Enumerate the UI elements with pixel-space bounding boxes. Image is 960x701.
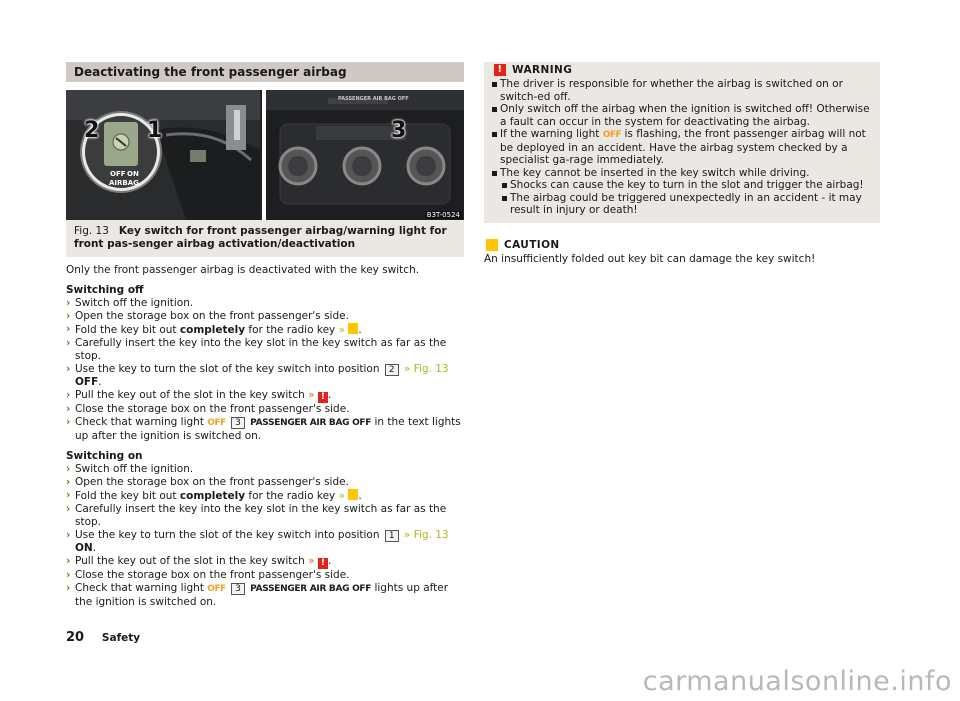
warning-item [492, 128, 872, 167]
warning-text: Only switch off the airbag when the ignition is switched off! Otherwise a fault can occur in the system for deactivating the airbag. [500, 103, 870, 128]
ref-text: Fig. 13 [413, 363, 449, 375]
arrow-icon: › [66, 389, 71, 401]
caution-text: An insufficiently folded out key bit can damage the key switch! [484, 252, 816, 265]
position-number: 3 [231, 417, 245, 429]
step-text: Pull the key out of the slot in the key switch [75, 555, 305, 567]
ref-glyph: » [403, 529, 411, 541]
passenger-airbag-off-label: PASSENGER AIR BAG OFF [250, 584, 372, 594]
caution-header [484, 237, 880, 253]
footer-section-name: Safety [101, 632, 141, 644]
bullet-icon [492, 107, 497, 112]
step-text: in the text lights up after the ignition is switched on. [75, 416, 461, 442]
caution-section [484, 237, 880, 266]
step-text: Fold the key bit out [75, 324, 177, 336]
callout-2: 2 [84, 118, 100, 143]
warning-text: The airbag could be triggered unexpectedly in an accident - it may result in injury or death! [510, 191, 862, 216]
panel-label: PASSENGER AIR BAG OFF [338, 96, 409, 102]
step-text: Open the storage box on the front passenger's side. [75, 476, 349, 488]
step-emphasis: ON [75, 542, 93, 554]
step-text: Close the storage box on the front passenger's side. [75, 569, 350, 581]
list-item [66, 569, 464, 582]
warning-text: If the warning light [500, 128, 600, 140]
page-footer [66, 630, 140, 645]
bullet-icon [502, 196, 507, 201]
right-column [484, 62, 880, 266]
off-warning-light-icon: OFF [207, 584, 226, 594]
switching-off-heading: Switching off [66, 284, 144, 296]
warning-text: The key cannot be inserted in the key switch while driving. [500, 166, 810, 179]
reference-link[interactable]: » [338, 324, 346, 336]
list-item: › Pull the key out of the slot in the key switch » ! . [66, 555, 332, 568]
arrow-icon: › [66, 337, 71, 349]
caution-icon [348, 323, 358, 334]
step-text: Pull the key out of the slot in the key switch [75, 389, 305, 401]
warning-icon: ! [494, 64, 506, 76]
arrow-icon: › [66, 363, 71, 375]
arrow-icon: › [66, 555, 71, 567]
arrow-icon: › [66, 529, 71, 541]
reference-link[interactable]: » [308, 389, 315, 401]
list-item [66, 337, 464, 363]
position-number: 1 [385, 530, 399, 542]
step-text: Close the storage box on the front passenger's side. [75, 403, 350, 415]
list-item [66, 463, 464, 476]
figure-illustration [66, 90, 464, 220]
warning-item [492, 103, 872, 128]
warning-icon: ! [318, 558, 328, 569]
arrow-icon: › [66, 582, 71, 594]
step-emphasis: completely [179, 490, 246, 502]
arrow-icon: › [66, 489, 71, 501]
list-item [66, 476, 464, 489]
arrow-icon: › [66, 476, 71, 488]
intro-paragraph: Only the front passenger airbag is deactivated with the key switch. [66, 264, 420, 276]
step-text: Switch off the ignition. [75, 463, 194, 475]
off-warning-light-icon: OFF [207, 418, 226, 428]
warning-text: is flashing, the front passenger airbag will not be deployed in an accident. Have the airbag system checked by a specialist ga-rage immediately. [500, 128, 866, 166]
bullet-icon [492, 82, 497, 87]
passenger-airbag-off-label: PASSENGER AIR BAG OFF [250, 418, 372, 428]
arrow-icon: › [66, 323, 71, 335]
bullet-icon [492, 132, 497, 137]
list-item [66, 503, 464, 529]
step-text: lights up after the ignition is switched on. [75, 582, 449, 608]
list-item [66, 297, 464, 310]
arrow-icon: › [66, 503, 71, 515]
caution-icon [348, 489, 358, 500]
off-warning-light-icon: OFF [602, 130, 622, 140]
warning-header [492, 62, 872, 78]
warning-text: The driver is responsible for whether the airbag is switched on or switch-ed off. [500, 78, 843, 103]
figure-caption-text: Key switch for front passenger airbag/warning light for front pas-senger airbag activation/deactivation [74, 225, 447, 250]
warning-subitem [492, 179, 872, 192]
list-item [66, 310, 464, 323]
warning-item [492, 78, 872, 103]
warning-title: WARNING [512, 64, 573, 76]
list-item: › Use the key to turn the slot of the key switch into position 2 » Fig. 13 OFF. [66, 363, 449, 388]
list-item: › Pull the key out of the slot in the key switch » ! . [66, 389, 332, 402]
figure-reference-link[interactable] [404, 363, 449, 375]
arrow-icon: › [66, 403, 71, 415]
bullet-icon [492, 171, 497, 176]
figure-box [66, 90, 464, 257]
switching-on-heading: Switching on [66, 450, 143, 462]
position-number: 2 [385, 364, 399, 376]
switch-airbag-label: AIRBAG [109, 179, 139, 187]
left-column [66, 62, 464, 609]
step-emphasis: OFF [75, 376, 99, 388]
bullet-icon [502, 183, 507, 188]
warning-item [492, 167, 872, 180]
watermark: carmanualsonline.info [642, 666, 952, 697]
warning-box [484, 62, 880, 223]
figure-number: Fig. 13 [74, 225, 109, 237]
callout-3: 3 [391, 118, 407, 143]
caution-icon [486, 239, 498, 251]
switch-on-label: ON [127, 170, 139, 178]
ref-glyph: » [403, 363, 411, 375]
reference-link[interactable]: » [338, 490, 346, 502]
body-text [66, 264, 464, 609]
arrow-icon: › [66, 463, 71, 475]
arrow-icon: › [66, 416, 71, 428]
step-text: for the radio key [248, 490, 336, 502]
step-text: Check that warning light [75, 416, 204, 428]
step-text: Fold the key bit out [75, 490, 177, 502]
list-item: › Use the key to turn the slot of the key switch into position 1 » Fig. 13 ON. [66, 529, 449, 554]
figure-caption [66, 220, 464, 253]
list-item: › Fold the key bit out completely for the radio key » . [66, 489, 362, 502]
arrow-icon: › [66, 310, 71, 322]
step-text: Open the storage box on the front passenger's side. [75, 310, 349, 322]
caution-title: CAUTION [504, 238, 560, 251]
step-text: Switch off the ignition. [75, 297, 194, 309]
page-number: 20 [66, 630, 85, 645]
photo-code: B3T-0524 [426, 211, 460, 219]
arrow-icon: › [66, 297, 71, 309]
arrow-icon: › [66, 569, 71, 581]
reference-link[interactable]: » [308, 555, 315, 567]
ref-text: Fig. 13 [413, 529, 449, 541]
position-number: 3 [231, 583, 245, 595]
warning-icon: ! [318, 392, 328, 403]
switch-off-label: OFF [110, 170, 126, 178]
section-title: Deactivating the front passenger airbag [66, 62, 464, 82]
step-text: Check that warning light [75, 582, 204, 594]
step-text: for the radio key [248, 324, 336, 336]
step-text: Use the key to turn the slot of the key switch into position [75, 363, 380, 375]
step-text: Use the key to turn the slot of the key switch into position [75, 529, 380, 541]
list-item [66, 582, 464, 609]
step-text: Carefully insert the key into the key slot in the key switch as far as the stop. [75, 337, 447, 362]
figure-reference-link[interactable] [404, 529, 449, 541]
figure-photo [66, 90, 464, 220]
list-item: › Fold the key bit out completely for the radio key » . [66, 323, 362, 336]
list-item [66, 403, 464, 416]
step-text: Carefully insert the key into the key slot in the key switch as far as the stop. [75, 503, 447, 528]
callout-1: 1 [147, 118, 163, 143]
list-item [66, 416, 464, 443]
step-emphasis: completely [179, 324, 246, 336]
warning-subitem [492, 192, 872, 217]
warning-text: Shocks can cause the key to turn in the slot and trigger the airbag! [510, 179, 864, 191]
